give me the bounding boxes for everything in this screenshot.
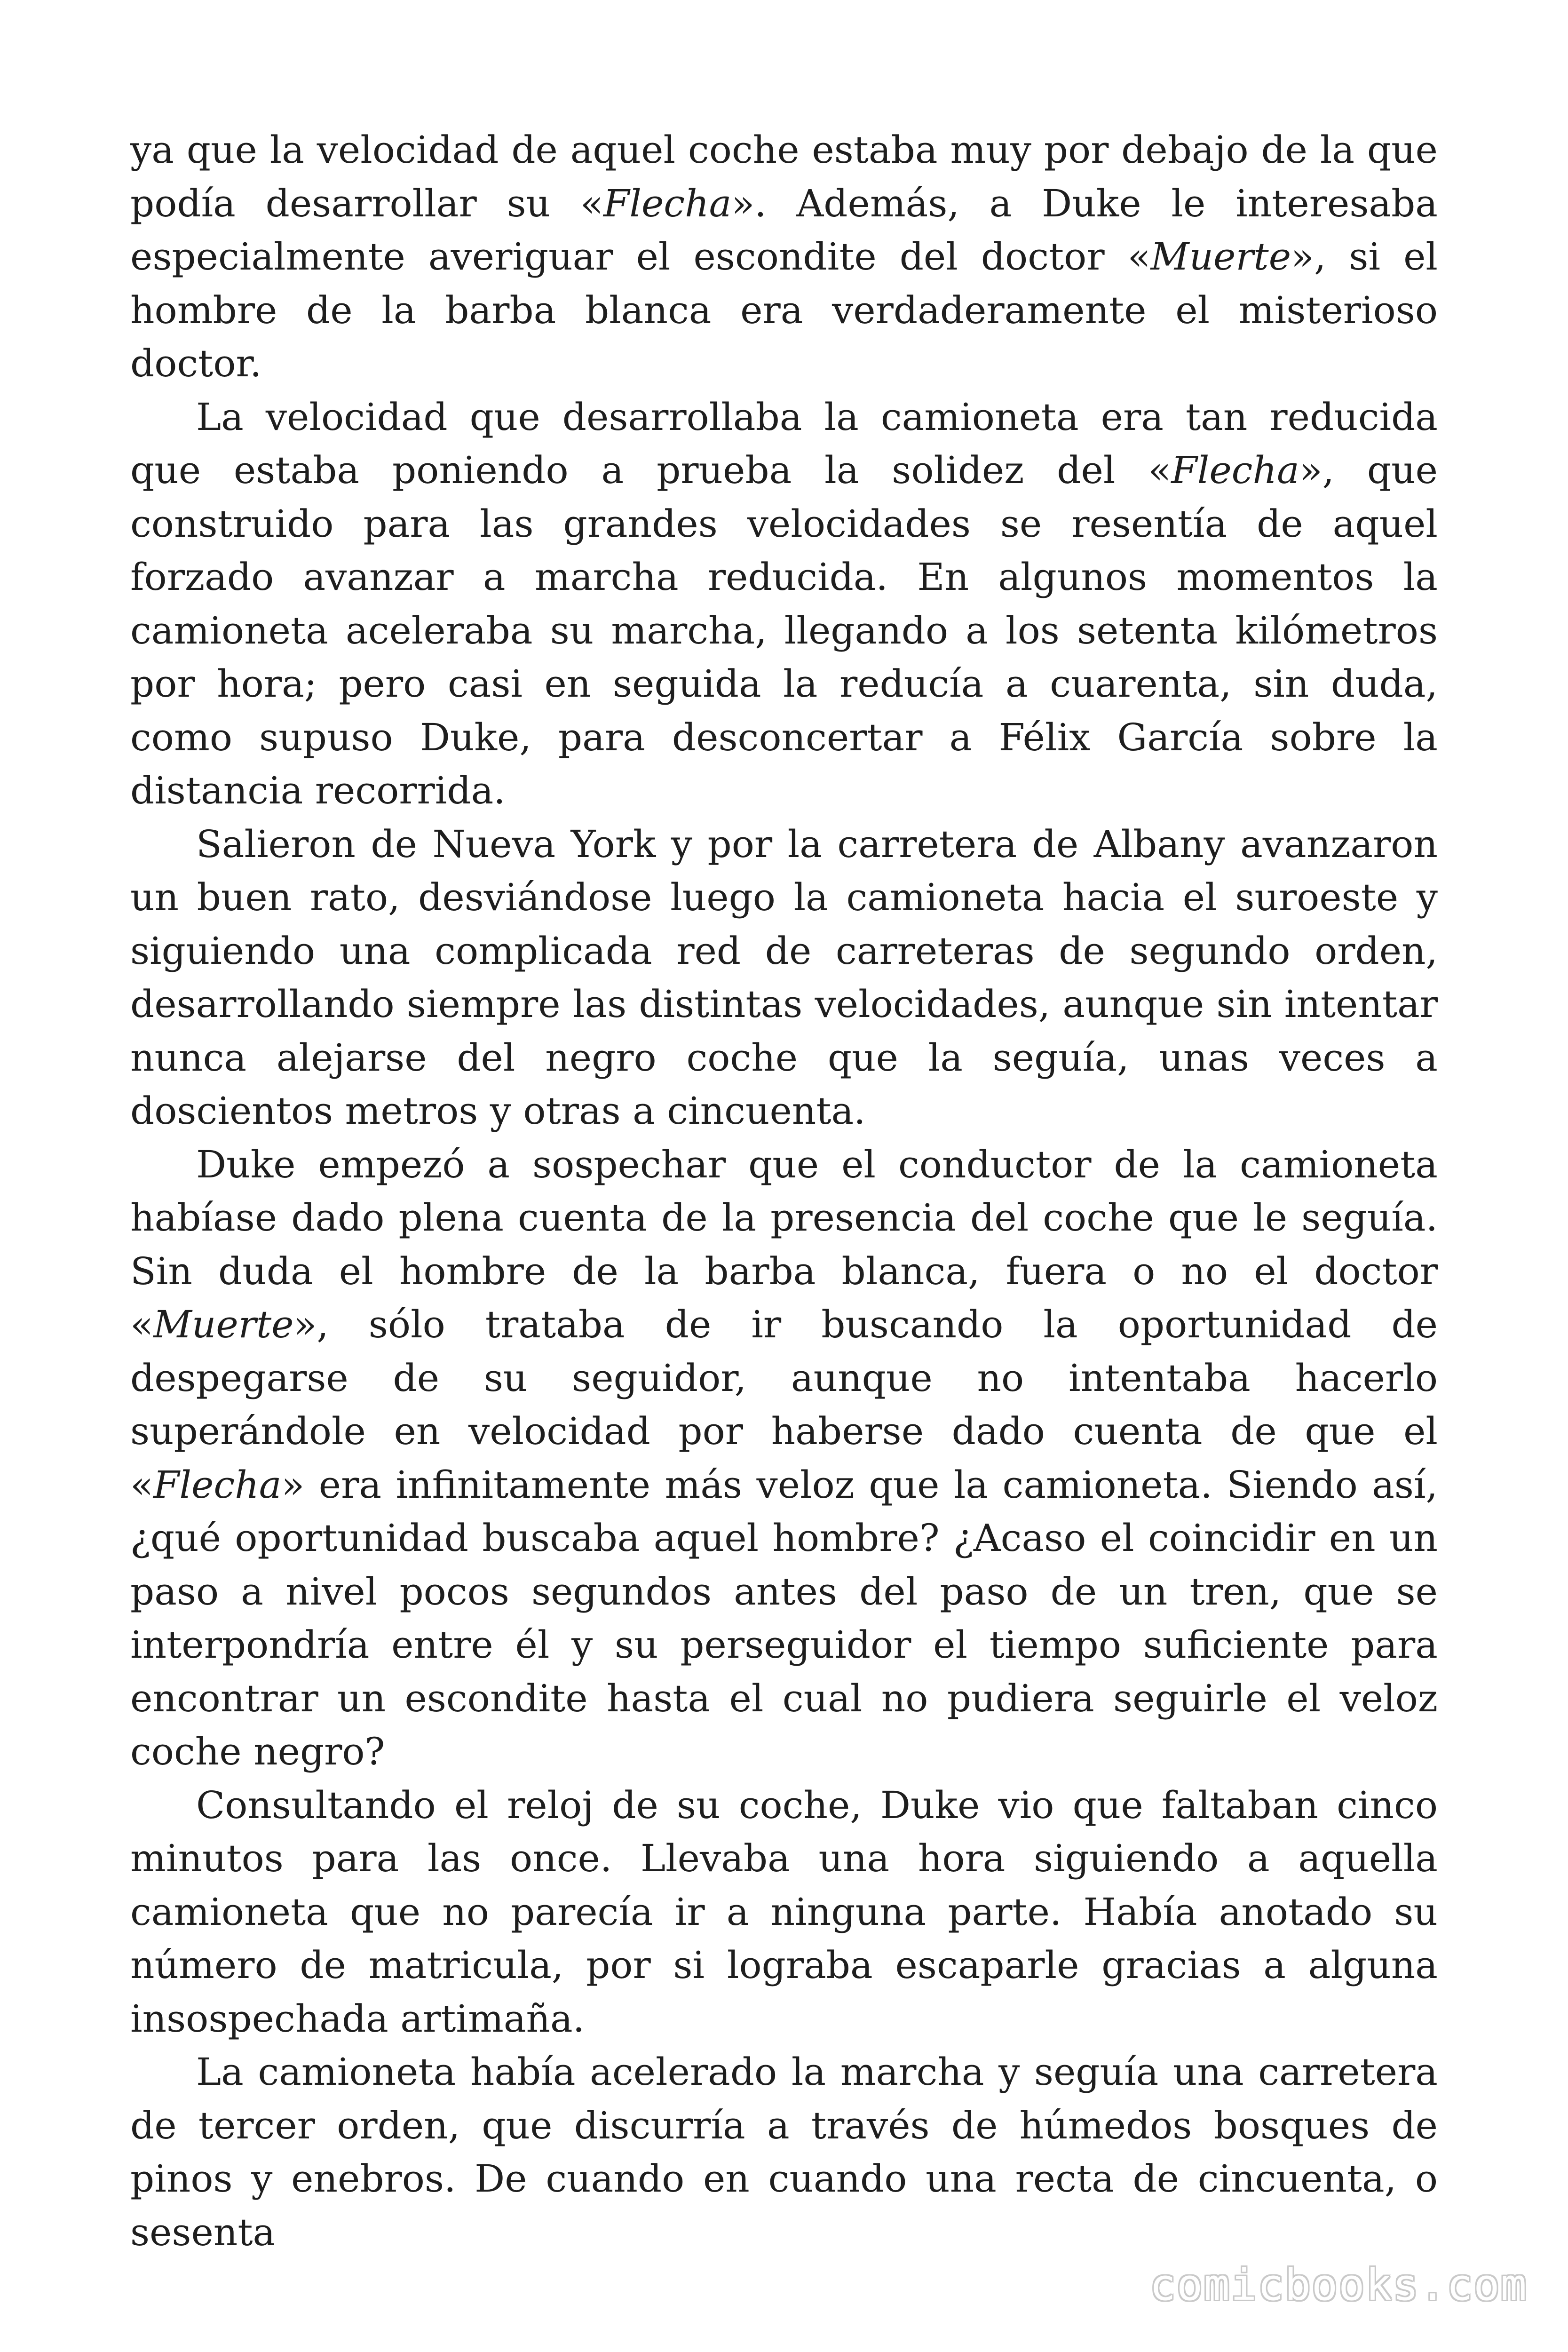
paragraph-5 <box>130 1779 1438 2046</box>
paragraph-4-text-3: » era infinitamente más veloz que la camioneta. Siendo así, ¿qué oportunidad buscaba aquel hombre? ¿Acaso el coincidir en un paso a nivel pocos segundos antes del paso de un tren, que se interpondría entre él y su perseguidor el tiempo suficiente para encontrar un escondite hasta el cual no pudiera seguirle el veloz coche negro? <box>130 1462 1438 1773</box>
page-body <box>130 123 1438 2259</box>
paragraph-1-italic-muerte: Muerte <box>1150 235 1291 278</box>
watermark: comicbooks.com <box>1149 2260 1528 2310</box>
paragraph-1-text-3: », si el hombre de la barba blanca era verdaderamente el misterioso doctor. <box>130 235 1438 385</box>
paragraph-4-text-1: Duke empezó a sospechar que el conductor de la camioneta habíase dado plena cuenta de la presencia del coche que le seguía. Sin duda el hombre de la barba blanca, fuera o no el doctor « <box>130 1142 1438 1346</box>
paragraph-6-text-1: La camioneta había acelerado la marcha y seguía una carretera de tercer orden, que discurría a través de húmedos bosques de pinos y enebros. De cuando en cuando una recta de cincuenta, o sesenta <box>130 2050 1438 2254</box>
paragraph-2-italic-flecha: Flecha <box>1171 448 1299 492</box>
paragraph-3-text-1: Salieron de Nueva York y por la carretera de Albany avanzaron un buen rato, desviándose luego la camioneta hacia el suroeste y siguiendo una complicada red de carreteras de segundo orden, desarrollando siempre las distintas velocidades, aunque sin intentar nunca alejarse del negro coche que la seguía, unas veces a doscientos metros y otras a cincuenta. <box>130 822 1438 1133</box>
paragraph-1-italic-flecha: Flecha <box>603 181 732 225</box>
paragraph-4-italic-flecha: Flecha <box>153 1462 282 1507</box>
paragraph-2 <box>130 390 1438 818</box>
paragraph-2-text-1: La velocidad que desarrollaba la camioneta era tan reducida que estaba poniendo a prueba la solidez del « <box>130 395 1438 492</box>
paragraph-3 <box>130 818 1438 1138</box>
paragraph-1 <box>130 123 1438 390</box>
paragraph-4-italic-muerte: Muerte <box>153 1303 294 1346</box>
paragraph-4 <box>130 1138 1438 1779</box>
paragraph-6 <box>130 2045 1438 2259</box>
paragraph-1-text-1: ya que la velocidad de aquel coche estaba muy por debajo de la que podía desarrollar su « <box>130 128 1438 225</box>
paragraph-5-text-1: Consultando el reloj de su coche, Duke vio que faltaban cinco minutos para las once. Llevaba una hora siguiendo a aquella camioneta que no parecía ir a ninguna parte. Había anotado su número de matricula, por si lograba escaparle gracias a alguna insospechada artimaña. <box>130 1783 1438 2041</box>
paragraph-1-text-2: ». Además, a Duke le interesaba especialmente averiguar el escondite del doctor « <box>130 181 1438 278</box>
paragraph-4-text-2: », sólo trataba de ir buscando la oportunidad de despegarse de su seguidor, aunque no intentaba hacerlo superándole en velocidad por haberse dado cuenta de que el « <box>130 1303 1438 1507</box>
paragraph-2-text-2: », que construido para las grandes velocidades se resentía de aquel forzado avanzar a marcha reducida. En algunos momentos la camioneta aceleraba su marcha, llegando a los setenta kilómetros por hora; pero casi en seguida la reducía a cuarenta, sin duda, como supuso Duke, para desconcertar a Félix García sobre la distancia recorrida. <box>130 448 1438 812</box>
